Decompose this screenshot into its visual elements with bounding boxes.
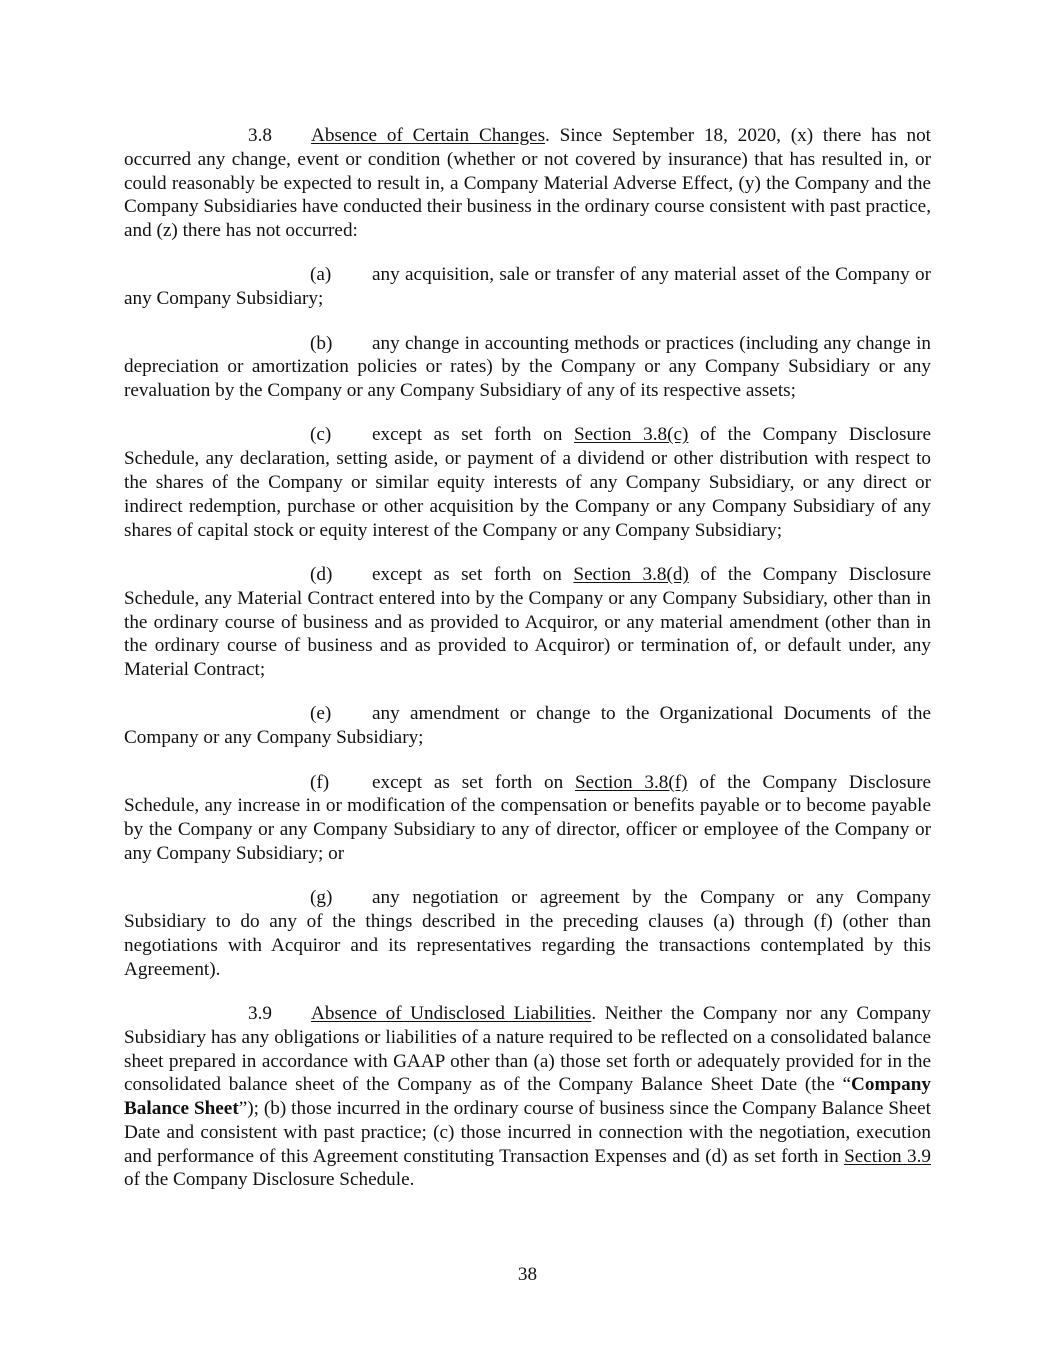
page-number: 38 bbox=[517, 1264, 538, 1285]
section-heading: Absence of Certain Changes bbox=[311, 125, 546, 146]
clause-text: except as set forth on bbox=[372, 563, 574, 585]
section-reference: Section 3.9 bbox=[844, 1145, 931, 1167]
clause-label: (d) bbox=[310, 563, 333, 585]
defined-term: Company Balance Sheet bbox=[124, 1074, 931, 1120]
clause-label: (g) bbox=[310, 887, 333, 909]
section-number: 3.8 bbox=[248, 125, 272, 146]
clause-text: any negotiation or agreement by the Company or any Company Subsidiary to do any of the things described in the preceding clauses (a) through (f) (other than negotiations with Acquiror and its representatives regarding the transactions contemplated by this Agreement). bbox=[124, 887, 931, 980]
clause-g bbox=[124, 886, 931, 981]
section-text: ”); (b) those incurred in the ordinary course of business since the Company Balance Sheet Date and consistent with past practice; (c) those incurred in connection with the negotiation, execution and performance of this Agreement constituting Transaction Expenses and (d) as set forth in bbox=[124, 1098, 931, 1167]
section-3-8-paragraph bbox=[124, 124, 931, 243]
section-text: . Neither the Company nor any Company Subsidiary has any obligations or liabilities of a nature required to be reflected on a consolidated balance sheet prepared in accordance with GAAP other than (a) those set forth or adequately provided for in the consolidated balance sheet of the Company as of the Company Balance Sheet Date (the “ bbox=[124, 1002, 931, 1096]
clause-label: (e) bbox=[310, 703, 332, 725]
clause-a bbox=[124, 263, 931, 311]
clause-label: (c) bbox=[310, 424, 332, 446]
section-reference: Section 3.8(d) bbox=[573, 563, 689, 585]
section-reference: Section 3.8(c) bbox=[573, 424, 689, 446]
section-3-9-paragraph bbox=[124, 1002, 931, 1192]
clause-e bbox=[124, 702, 931, 750]
clause-label: (a) bbox=[310, 264, 332, 286]
clause-text: of the Company Disclosure Schedule, any increase in or modification of the compensation or benefits payable or to become payable by the Company or any Company Subsidiary to any of director, officer or employee of the Company or any Company Subsidiary; or bbox=[124, 771, 931, 864]
clause-text: any change in accounting methods or practices (including any change in depreciation or amortization policies or rates) by the Company or any Company Subsidiary or any revaluation by the Company or any Company Subsidiary of any of its respective assets; bbox=[124, 332, 931, 402]
clause-text: any amendment or change to the Organizational Documents of the Company or any Company Subsidiary; bbox=[124, 703, 931, 749]
clause-f bbox=[124, 771, 931, 866]
clause-text: any acquisition, sale or transfer of any material asset of the Company or any Company Subsidiary; bbox=[124, 264, 931, 310]
clause-text: except as set forth on bbox=[372, 771, 576, 793]
section-text: . Since September 18, 2020, (x) there has not occurred any change, event or condition (whether or not covered by insurance) that has resulted in, or could reasonably be expected to result in, a Company Material Adverse Effect, (y) the Company and the Company Subsidiaries have conducted their business in the ordinary course consistent with past practice, and (z) there has not occurred: bbox=[124, 125, 931, 242]
clause-c bbox=[124, 423, 931, 542]
clause-b bbox=[124, 332, 931, 403]
clause-text: except as set forth on bbox=[372, 424, 574, 446]
section-reference: Section 3.8(f) bbox=[575, 771, 688, 793]
section-text: of the Company Disclosure Schedule. bbox=[124, 1169, 415, 1191]
clause-label: (b) bbox=[310, 332, 333, 354]
clause-text: of the Company Disclosure Schedule, any Material Contract entered into by the Company or any Company Subsidiary, other than in the ordinary course of business and as provided to Acquiror, or any material amendment (other than in the ordinary course of business and as provided to Acquiror) or termination of, or default under, any Material Contract; bbox=[124, 563, 931, 681]
clause-label: (f) bbox=[310, 771, 330, 793]
section-heading: Absence of Undisclosed Liabilities bbox=[311, 1002, 592, 1024]
section-number: 3.9 bbox=[248, 1002, 272, 1024]
clause-d bbox=[124, 563, 931, 682]
document-page bbox=[124, 124, 931, 1192]
clause-text: of the Company Disclosure Schedule, any declaration, setting aside, or payment of a dividend or other distribution with respect to the shares of the Company or similar equity interests of any Company Subsidiary, or any direct or indirect redemption, purchase or other acquisition by the Company or any Company Subsidiary of any shares of capital stock or equity interest of the Company or any Company Subsidiary; bbox=[124, 424, 931, 541]
